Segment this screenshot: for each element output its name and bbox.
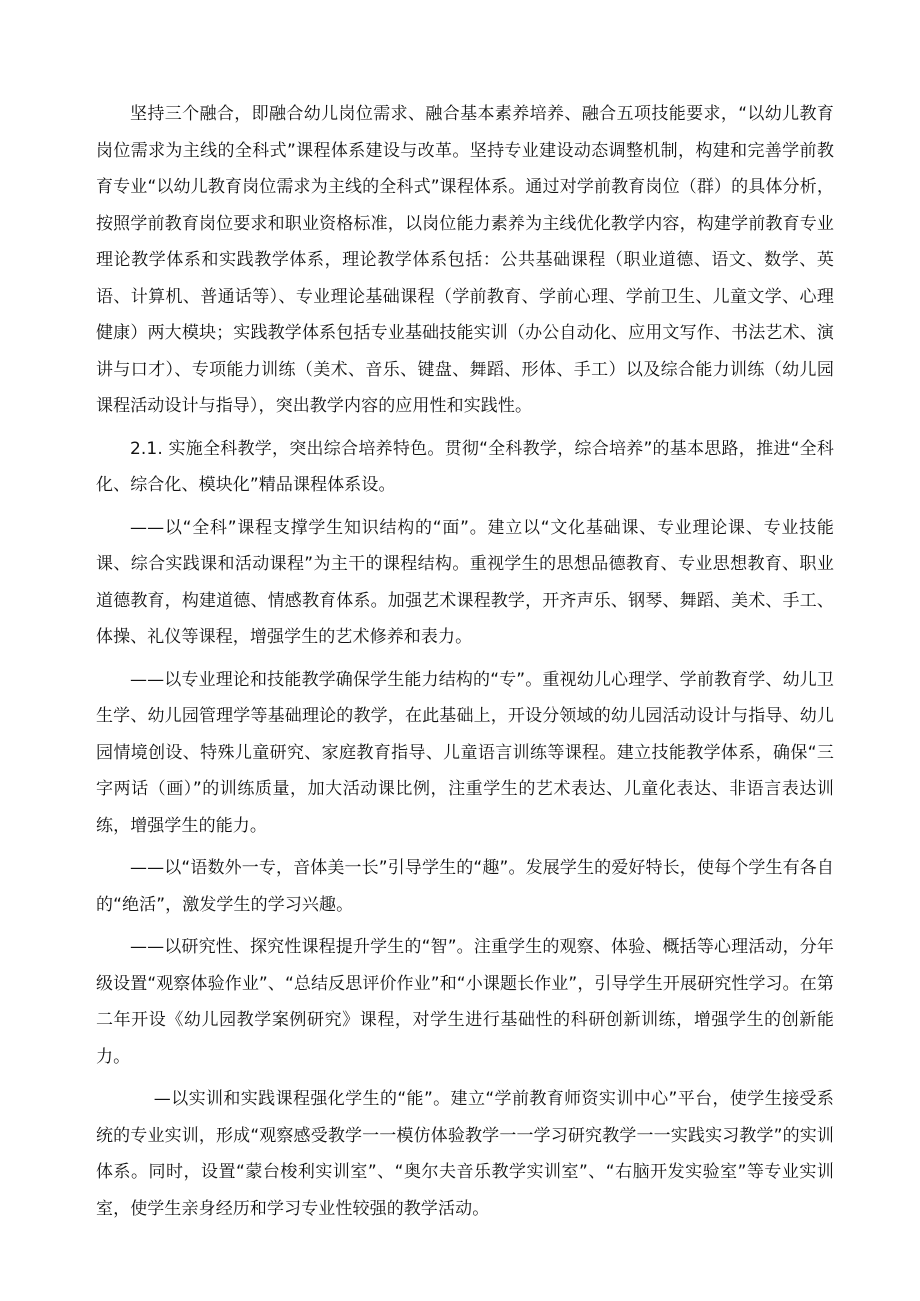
paragraph-breadth: ——以“全科”课程支撑学生知识结构的“面”。建立以“文化基础课、专业理论课、专业技能课、综合实践课和活动课程”为主干的课程结构。重视学生的思想品德教育、专业思想教育、职业道德教育，构建道德、情感教育体系。加强艺术课程教学，开齐声乐、钢琴、舞蹈、美术、手工、体操、礼仪等课程，增强学生的艺术修养和表力。 bbox=[96, 517, 834, 647]
paragraph-three-integrations: 坚持三个融合，即融合幼儿岗位需求、融合基本素养培养、融合五项技能要求，“以幼儿教育岗位需求为主线的全科式”课程体系建设与改革。坚持专业建设动态调整机制，构建和完善学前教育专业“以幼儿教育岗位需求为主线的全科式”课程体系。通过对学前教育岗位（群）的具体分析，按照学前教育岗位要求和职业资格标准，以岗位能力素养为主线优化教学内容，构建学前教育专业理论教学体系和实践教学体系，理论教学体系包括：公共基础课程（职业道德、语文、数学、英语、计算机、普通话等）、专业理论基础课程（学前教育、学前心理、学前卫生、儿童文学、心理健康）两大模块；实践教学体系包括专业基础技能实训（办公自动化、应用文写作、书法艺术、演讲与口才）、专项能力训练（美术、音乐、键盘、舞蹈、形体、手工）以及综合能力训练（幼儿园课程活动设计与指导），突出教学内容的应用性和实践性。 bbox=[96, 104, 834, 416]
paragraph-section-2-1: 2.1. 实施全科教学，突出综合培养特色。贯彻“全科教学，综合培养”的基本思路，推进“全科化、综合化、模块化”精品课程体系设。 bbox=[96, 438, 834, 495]
paragraph-interest: ——以“语数外一专，音体美一长”引导学生的“趣”。发展学生的爱好特长，使每个学生有各自的“绝活”，激发学生的学习兴趣。 bbox=[96, 858, 834, 915]
document-body bbox=[96, 96, 834, 1227]
paragraph-intelligence: ——以研究性、探究性课程提升学生的“智”。注重学生的观察、体验、概括等心理活动，分年级设置“观察体验作业”、“总结反思评价作业”和“小课题长作业”，引导学生开展研究性学习。在第二年开设《幼儿园教学案例研究》课程，对学生进行基础性的科研创新训练，增强学生的创新能力。 bbox=[96, 937, 834, 1067]
paragraph-specialization: ——以专业理论和技能教学确保学生能力结构的“专”。重视幼儿心理学、学前教育学、幼儿卫生学、幼儿园管理学等基础理论的教学，在此基础上，开设分领域的幼儿园活动设计与指导、幼儿园情境创设、特殊儿童研究、家庭教育指导、儿童语言训练等课程。建立技能教学体系，确保“三字两话（画）”的训练质量，加大活动课比例，注重学生的艺术表达、儿童化表达、非语言表达训练，增强学生的能力。 bbox=[96, 669, 834, 836]
paragraph-ability: —以实训和实践课程强化学生的“能”。建立“学前教育师资实训中心”平台，使学生接受系统的专业实训，形成“观察感受教学一一模仿体验教学一一学习研究教学一一实践实习教学”的实训体系。同时，设置“蒙台梭利实训室”、“奥尔夫音乐教学实训室”、“右脑开发实验室”等专业实训室，使学生亲身经历和学习专业性较强的教学活动。 bbox=[96, 1089, 834, 1219]
